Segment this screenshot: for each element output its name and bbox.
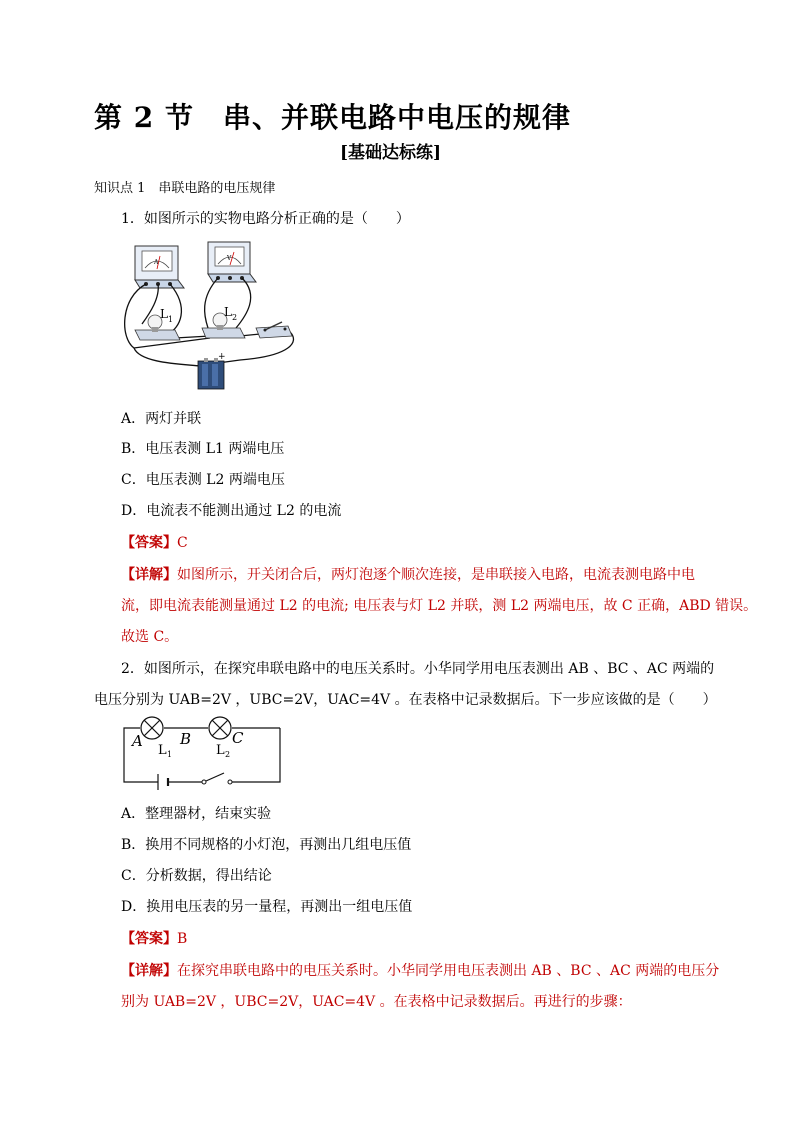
q2-option-b: B．换用不同规格的小灯泡，再测出几组电压值 bbox=[121, 837, 412, 853]
switch-icon bbox=[256, 322, 292, 338]
voltmeter-icon bbox=[208, 242, 256, 282]
switch-icon bbox=[202, 773, 232, 784]
svg-text:A: A bbox=[154, 259, 159, 266]
svg-text:L: L bbox=[158, 743, 167, 758]
answer-value: C bbox=[177, 535, 188, 551]
svg-text:1: 1 bbox=[168, 315, 174, 324]
detail-tag: 【详解】 bbox=[121, 963, 177, 979]
q2-circuit-figure bbox=[118, 710, 288, 790]
q1-detail-line-2: 流，即电流表能测量通过 L2 的电流; 电压表与灯 L2 并联，测 L2 两端电压，故 C 正确，ABD 错误。 bbox=[121, 598, 758, 614]
q2-answer bbox=[121, 928, 187, 948]
page-subtitle: [基础达标练] bbox=[340, 143, 442, 163]
lamp-l1-icon bbox=[135, 315, 180, 340]
answer-value: B bbox=[177, 931, 188, 947]
q1-option-d: D．电流表不能测出通过 L2 的电流 bbox=[121, 503, 342, 519]
lamp-l1-icon bbox=[141, 717, 163, 739]
svg-text:V: V bbox=[227, 255, 232, 262]
q1-circuit-figure bbox=[120, 238, 310, 393]
detail-text: 在探究串联电路中的电压关系时。小华同学用电压表测出 AB 、BC 、AC 两端的电压分 bbox=[177, 963, 720, 979]
svg-text:L: L bbox=[160, 307, 168, 321]
q2-option-d: D．换用电压表的另一量程，再测出一组电压值 bbox=[121, 899, 413, 915]
q1-detail-line-3: 故选 C。 bbox=[121, 629, 179, 645]
q2-detail-line-1 bbox=[121, 960, 719, 980]
q2-stem-line-1: 2．如图所示，在探究串联电路中的电压关系时。小华同学用电压表测出 AB 、BC 、AC 两端的 bbox=[121, 661, 715, 677]
q1-option-b: B．电压表测 L1 两端电压 bbox=[121, 441, 285, 457]
section-heading: 知识点 1 串联电路的电压规律 bbox=[94, 181, 276, 196]
q1-detail-line-1 bbox=[121, 564, 695, 584]
svg-text:+: + bbox=[218, 352, 226, 362]
q1-option-c: C．电压表测 L2 两端电压 bbox=[121, 472, 285, 488]
answer-tag: 【答案】 bbox=[121, 535, 177, 551]
svg-text:1: 1 bbox=[167, 750, 173, 759]
ammeter-icon bbox=[135, 246, 184, 288]
q2-stem-line-2: 电压分别为 UAB=2V ，UBC=2V，UAC=4V 。在表格中记录数据后。下一步应该做的是（ ） bbox=[94, 692, 717, 708]
q2-option-a: A．整理器材，结束实验 bbox=[121, 806, 272, 822]
q1-stem: 1．如图所示的实物电路分析正确的是（ ） bbox=[121, 211, 410, 227]
lamp-l2-icon bbox=[209, 717, 231, 739]
q1-option-a: A．两灯并联 bbox=[121, 411, 202, 427]
q1-answer bbox=[121, 532, 188, 552]
q2-option-c: C．分析数据，得出结论 bbox=[121, 868, 272, 884]
page-title: 第 2 节 串、并联电路中电压的规律 bbox=[94, 101, 571, 134]
svg-text:2: 2 bbox=[232, 313, 238, 322]
battery-icon bbox=[198, 358, 224, 389]
answer-tag: 【答案】 bbox=[121, 931, 177, 947]
svg-text:B: B bbox=[180, 730, 192, 748]
q2-detail-line-2: 别为 UAB=2V ，UBC=2V，UAC=4V 。在表格中记录数据后。再进行的步骤： bbox=[121, 994, 632, 1010]
svg-text:C: C bbox=[232, 729, 244, 747]
svg-text:2: 2 bbox=[225, 750, 231, 759]
svg-text:A: A bbox=[132, 732, 143, 750]
detail-text: 如图所示，开关闭合后，两灯泡逐个顺次连接，是串联接入电路，电流表测电路中电 bbox=[177, 567, 695, 583]
detail-tag: 【详解】 bbox=[121, 567, 177, 583]
svg-text:L: L bbox=[216, 743, 225, 758]
svg-text:L: L bbox=[224, 305, 232, 319]
battery-icon bbox=[158, 774, 168, 790]
